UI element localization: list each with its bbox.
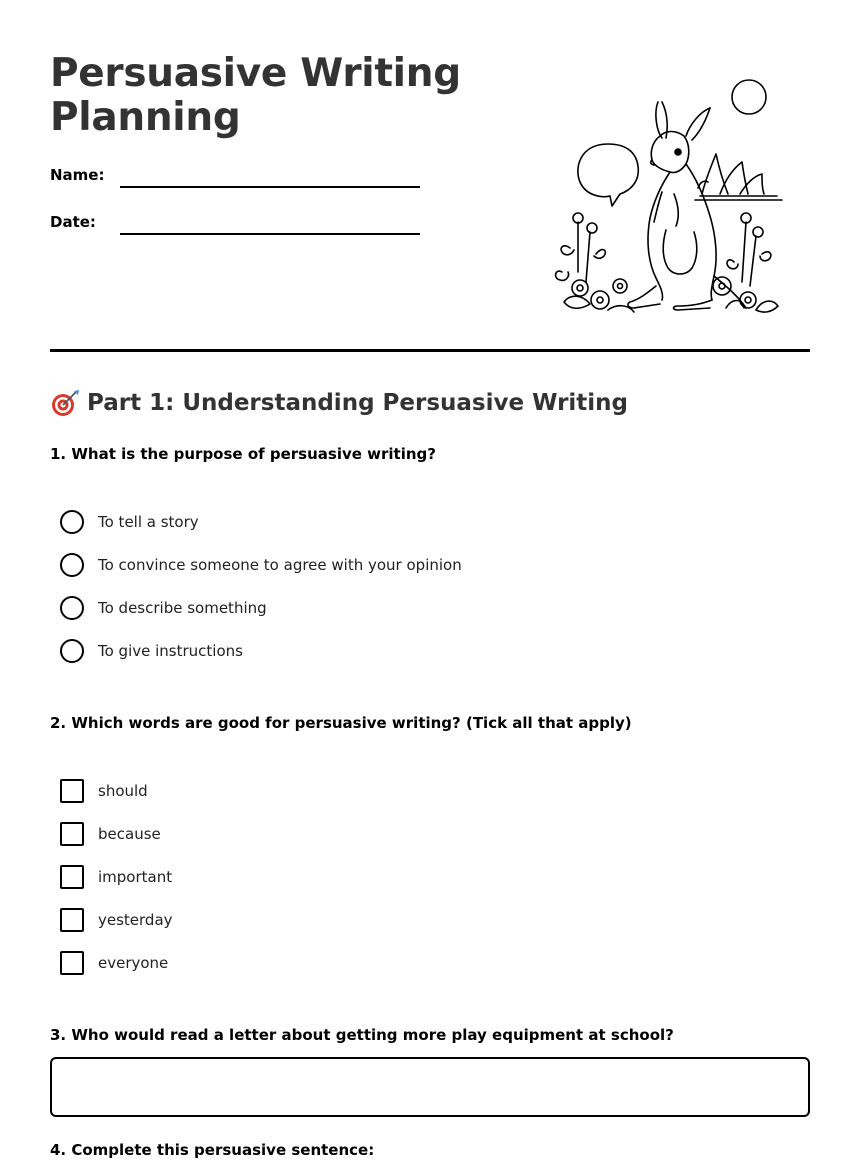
name-label: Name:	[50, 166, 105, 184]
radio-button[interactable]	[60, 596, 84, 620]
q2-option-1[interactable]	[60, 779, 148, 803]
radio-button[interactable]	[60, 510, 84, 534]
radio-button[interactable]	[60, 553, 84, 577]
name-field[interactable]	[120, 186, 420, 188]
q2-option-4-label: yesterday	[98, 911, 173, 929]
q2-option-2-label: because	[98, 825, 161, 843]
q1-option-2-label: To convince someone to agree with your opinion	[98, 556, 462, 574]
checkbox[interactable]	[60, 865, 84, 889]
flowers-right-icon	[713, 213, 778, 312]
kangaroo-illustration	[550, 72, 790, 317]
q2-option-4[interactable]	[60, 908, 173, 932]
q1-option-3[interactable]	[60, 596, 267, 620]
header-divider	[50, 349, 810, 352]
page-title: Persuasive Writing Planning	[50, 51, 461, 140]
question-4: 4. Complete this persuasive sentence:	[50, 1141, 375, 1159]
part1-title: Part 1: Understanding Persuasive Writing	[87, 390, 629, 416]
speech-bubble-icon	[578, 144, 638, 206]
flowers-left-icon	[556, 213, 634, 312]
q2-option-1-label: should	[98, 782, 148, 800]
q1-option-1[interactable]	[60, 510, 199, 534]
q1-option-2[interactable]	[60, 553, 462, 577]
part1-heading	[50, 388, 628, 418]
q2-option-5-label: everyone	[98, 954, 169, 972]
q1-option-4[interactable]	[60, 639, 243, 663]
q2-option-2[interactable]	[60, 822, 161, 846]
checkbox[interactable]	[60, 779, 84, 803]
q3-answer-box[interactable]	[50, 1057, 810, 1117]
target-dart-icon	[50, 388, 80, 418]
checkbox[interactable]	[60, 951, 84, 975]
q1-option-4-label: To give instructions	[98, 642, 243, 660]
sun-icon	[732, 80, 766, 114]
question-1: 1. What is the purpose of persuasive writing?	[50, 445, 436, 463]
question-2: 2. Which words are good for persuasive writing? (Tick all that apply)	[50, 714, 632, 732]
date-label: Date:	[50, 213, 96, 231]
q2-option-5[interactable]	[60, 951, 168, 975]
checkbox[interactable]	[60, 908, 84, 932]
date-field[interactable]	[120, 233, 420, 235]
q2-option-3-label: important	[98, 868, 173, 886]
q1-option-3-label: To describe something	[98, 599, 267, 617]
checkbox[interactable]	[60, 822, 84, 846]
opera-house-icon	[695, 154, 782, 200]
radio-button[interactable]	[60, 639, 84, 663]
q2-option-3[interactable]	[60, 865, 172, 889]
q1-option-1-label: To tell a story	[98, 513, 199, 531]
question-3: 3. Who would read a letter about getting more play equipment at school?	[50, 1026, 674, 1044]
